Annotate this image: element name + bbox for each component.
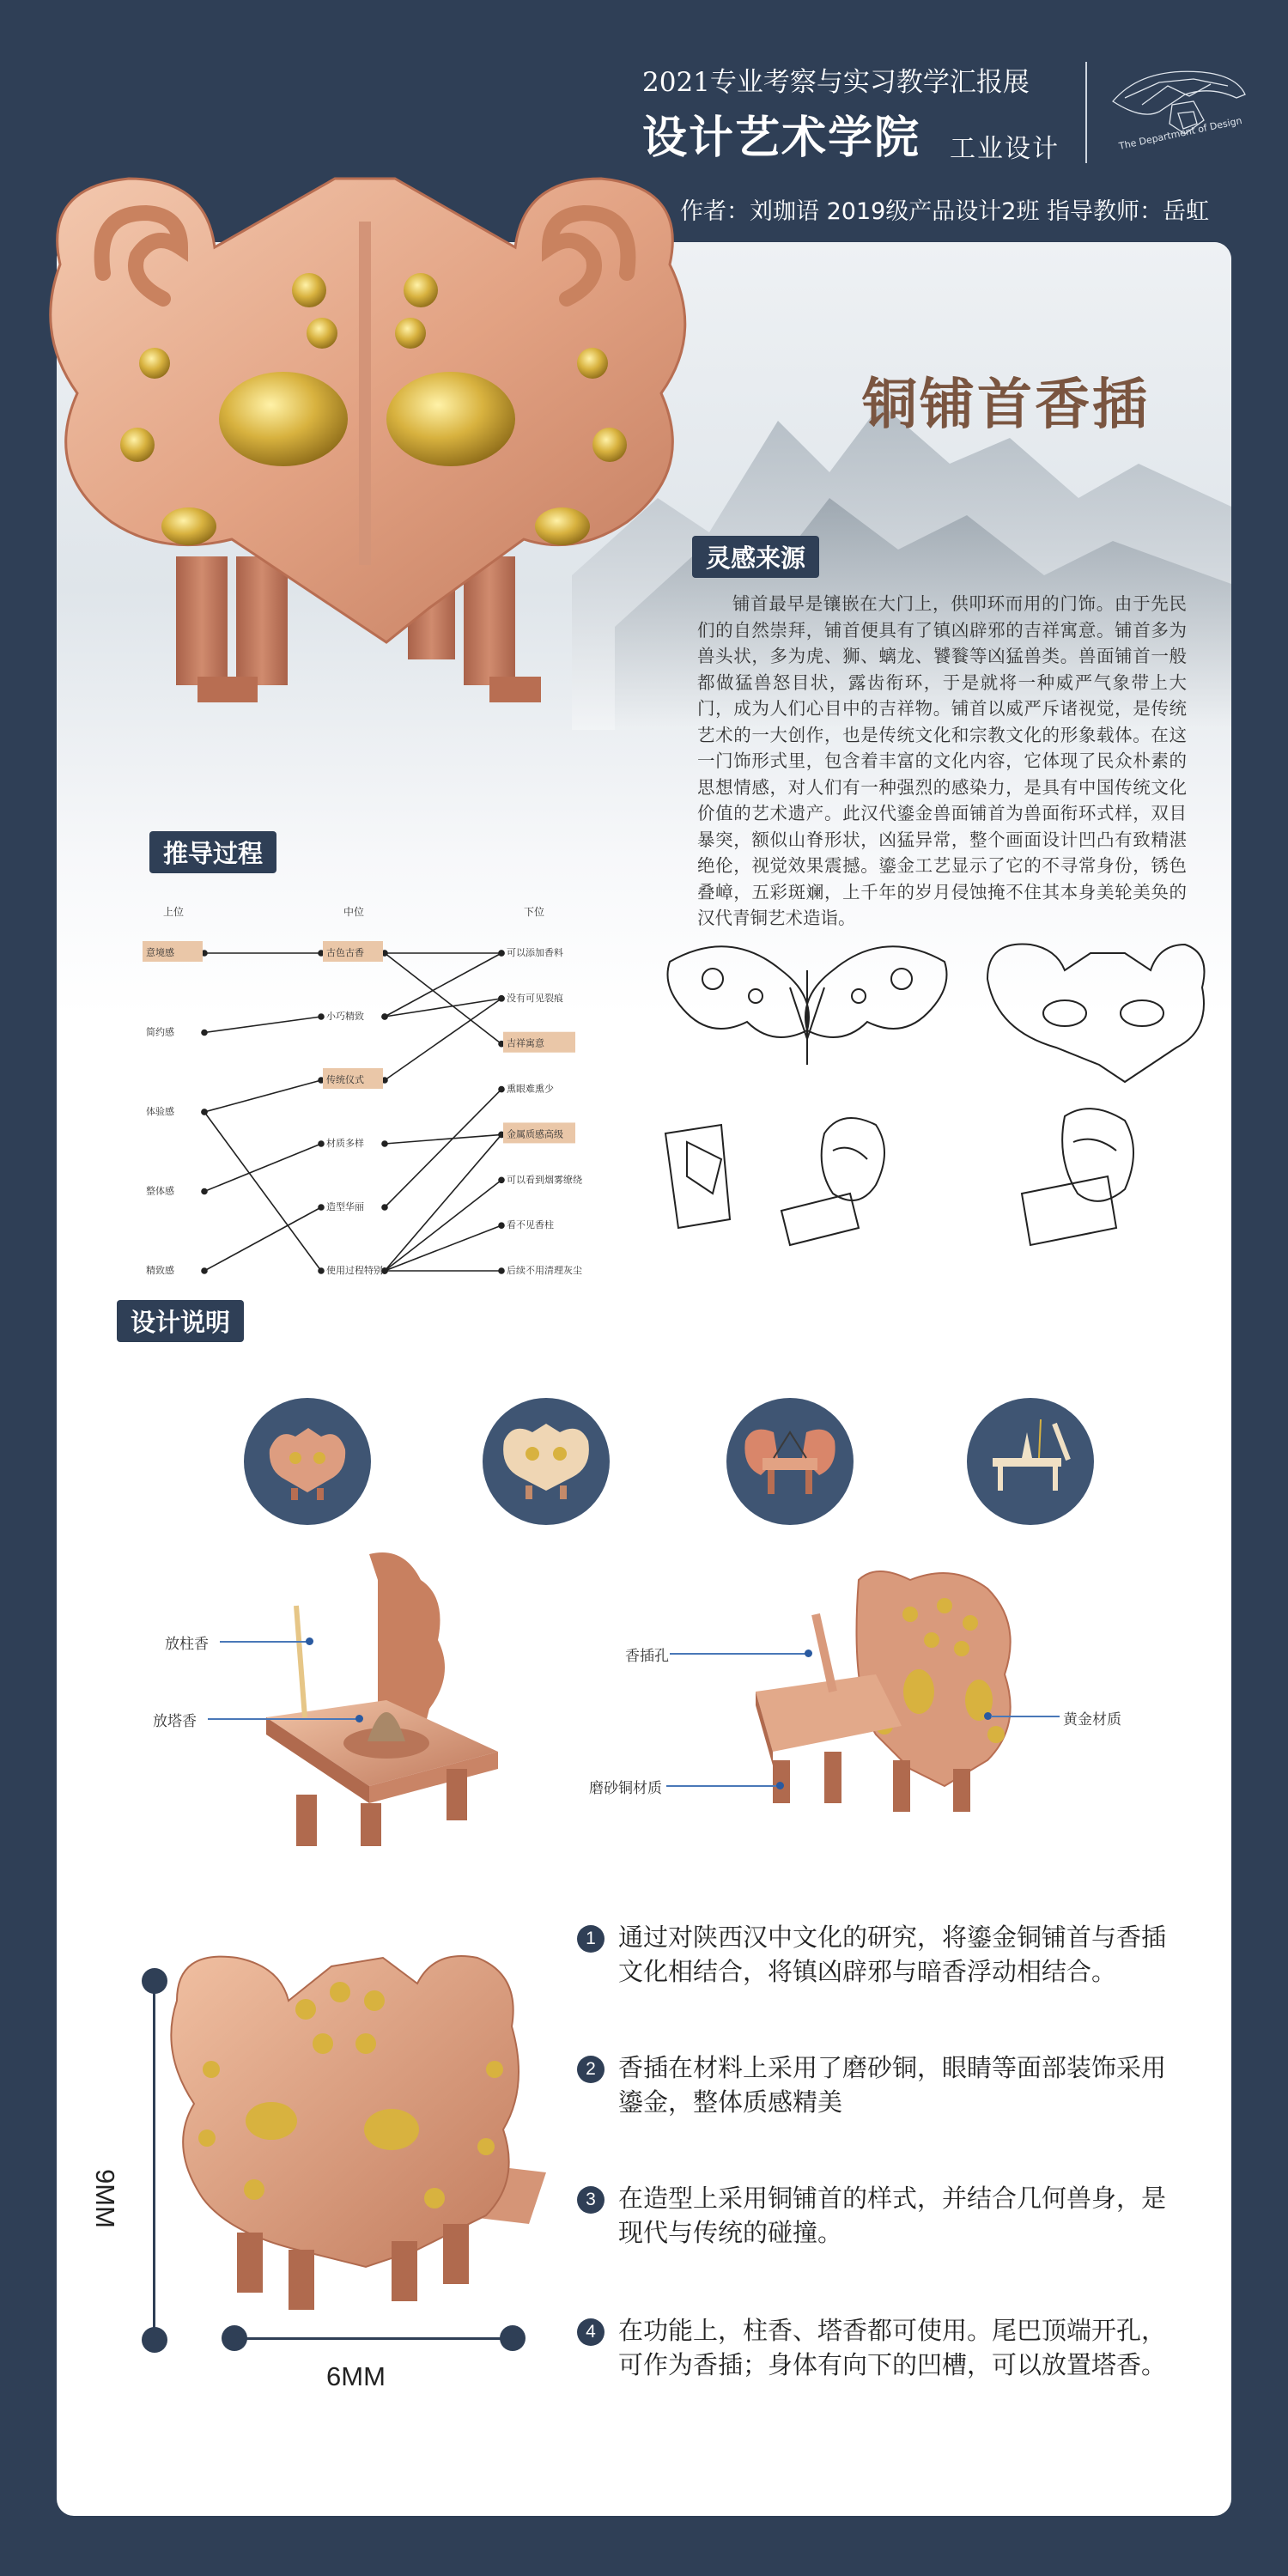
width-dimension-label: 6MM — [326, 2361, 386, 2391]
derivation-link-dot — [319, 1141, 324, 1146]
svg-text:精致感: 精致感 — [146, 1265, 174, 1276]
inspiration-text: 铺首最早是镶嵌在大门上，供叩环而用的门饰。由于先民们的自然崇拜，铺首便具有了镇凶辟邪的吉祥寓意。铺首多为兽头状，多为虎、狮、螭龙、饕餮等凶猛兽类。兽面铺首一般都做猛兽怒目状，露齿衔环，于是就将一种威严气象带上大门，成为人们心目中的吉祥物。铺首以威严斥诸视觉，是传统艺术的一大创作，也是传统文化和宗教文化的形象载体。在这一门饰形式里，包含着丰富的文化内容，它体现了民众朴素的思想情感，对人们有一种强烈的感染力，是具有中国传统文化价值的艺术遗产。此汉代鎏金兽面铺首为兽面衔环式样，双目暴突，额似山脊形状，凶猛异常，整个画面设计凹凸有致精湛绝伦，视觉效果震撼。鎏金工艺显示了它的不寻常身份，锈色叠嶂，五彩斑斓，上千年的岁月侵蚀掩不住其本身美轮美奂的汉代青铜艺术造诣。 — [697, 593, 1187, 928]
derivation-link-dot — [499, 996, 504, 1001]
derivation-node — [326, 1010, 364, 1022]
svg-text:简约感: 简约感 — [146, 1026, 174, 1038]
svg-text:吉祥寓意: 吉祥寓意 — [507, 1037, 544, 1049]
derivation-node — [146, 1026, 174, 1038]
svg-text:材质多样: 材质多样 — [326, 1138, 364, 1149]
derivation-node — [507, 1173, 582, 1185]
callout-dot — [306, 1637, 313, 1645]
callout-dot — [805, 1649, 812, 1657]
derivation-link-dot — [202, 1268, 207, 1273]
point-number-3: 3 — [577, 2186, 605, 2214]
callout-dot — [355, 1715, 363, 1722]
svg-text:可以添加香料: 可以添加香料 — [507, 947, 563, 958]
derivation-link-dot — [382, 1205, 387, 1210]
derivation-node — [507, 1218, 554, 1230]
derivation-link — [204, 1017, 321, 1033]
design-point-1: 通过对陕西汉中文化的研究，将鎏金铜铺首与香插文化相结合，将镇凶辟邪与暗香浮动相结合。 — [618, 1923, 1167, 1986]
derivation-node — [507, 1264, 582, 1276]
school-name: 设计艺术学院 — [642, 112, 921, 164]
dimension-product-render — [160, 1941, 563, 2318]
derivation-node — [146, 1185, 174, 1197]
design-heading: 设计说明 — [117, 1300, 244, 1342]
derivation-link — [385, 1134, 501, 1144]
svg-text:可以看到烟雾缭绕: 可以看到烟雾缭绕 — [507, 1174, 582, 1186]
derivation-node — [146, 1264, 174, 1276]
derivation-link-dot — [202, 1189, 207, 1194]
derivation-node — [143, 941, 203, 962]
callout-line — [208, 1718, 359, 1720]
svg-text:使用过程特别: 使用过程特别 — [326, 1265, 383, 1276]
sketch-drawings — [661, 936, 1211, 1297]
callout-incense-hole: 香插孔 — [625, 1648, 669, 1665]
incense-base-render — [249, 1546, 532, 1872]
svg-text:整体感: 整体感 — [146, 1185, 174, 1197]
inspiration-heading: 灵感来源 — [692, 536, 819, 578]
derivation-link — [385, 1180, 501, 1271]
point-number-1: 1 — [577, 1925, 605, 1953]
svg-text:古色古香: 古色古香 — [326, 947, 364, 958]
exhibition-title: 2021专业考察与实习教学汇报展 — [642, 67, 1030, 98]
svg-text:传统仪式: 传统仪式 — [326, 1074, 364, 1085]
point-number-2: 2 — [577, 2056, 605, 2083]
svg-text:金属质感高级: 金属质感高级 — [507, 1128, 563, 1140]
callout-line — [220, 1641, 309, 1643]
derivation-node — [326, 1264, 383, 1276]
derivation-link — [385, 1090, 501, 1207]
derivation-link — [385, 1134, 501, 1271]
svg-text:没有可见裂痕: 没有可见裂痕 — [507, 992, 563, 1004]
derivation-node — [507, 992, 563, 1004]
dimension-endpoint — [500, 2325, 526, 2351]
design-point-3: 在造型上采用铜铺首的样式，并结合几何兽身，是现代与传统的碰撞。 — [618, 2184, 1167, 2247]
derivation-link — [204, 1207, 321, 1271]
derivation-link — [204, 1112, 321, 1271]
incense-holder-render — [738, 1563, 1048, 1838]
svg-text:造型华丽: 造型华丽 — [326, 1201, 364, 1212]
height-dimension-line — [153, 1980, 155, 2341]
callout-line — [670, 1653, 807, 1655]
width-dimension-line — [234, 2337, 512, 2340]
dimension-endpoint — [222, 2325, 247, 2351]
derivation-node — [326, 1137, 364, 1149]
svg-text:看不见香柱: 看不见香柱 — [507, 1219, 554, 1231]
view-thumbnails — [244, 1398, 1103, 1525]
derivation-link-dot — [319, 1268, 324, 1273]
derivation-node — [503, 1122, 575, 1143]
derivation-link — [204, 1080, 321, 1112]
derivation-diagram — [120, 893, 601, 1288]
derivation-node — [326, 1200, 364, 1212]
derivation-link — [204, 1144, 321, 1192]
derivation-heading: 推导过程 — [149, 831, 276, 873]
callout-matte-copper: 磨砂铜材质 — [589, 1780, 662, 1797]
callout-cone-incense: 放塔香 — [153, 1713, 197, 1730]
hero-product-render — [26, 161, 738, 720]
point-number-4: 4 — [577, 2318, 605, 2346]
svg-text:熏眼难熏少: 熏眼难熏少 — [507, 1083, 554, 1095]
derivation-node — [323, 941, 383, 962]
major-name: 工业设计 — [950, 134, 1060, 164]
derivation-link — [385, 999, 501, 1080]
design-point-4: 在功能上，柱香、塔香都可使用。尾巴顶端开孔，可作为香插；身体有向下的凹槽，可以放置塔香。 — [618, 2316, 1167, 2379]
derivation-link-dot — [202, 1030, 207, 1036]
derivation-link — [385, 953, 501, 1044]
derivation-link-dot — [499, 951, 504, 956]
svg-text:体验感: 体验感 — [146, 1106, 174, 1117]
derivation-link-dot — [499, 1268, 504, 1273]
derivation-link-dot — [202, 1109, 207, 1115]
callout-line — [666, 1785, 780, 1787]
derivation-link-dot — [319, 1014, 324, 1019]
callout-pillar-incense: 放柱香 — [165, 1636, 209, 1653]
callout-gold-material: 黄金材质 — [1063, 1711, 1121, 1728]
derivation-link-dot — [382, 1014, 387, 1019]
derivation-link-dot — [499, 1087, 504, 1092]
design-point-2: 香插在材料上采用了磨砂铜，眼睛等面部装饰采用鎏金，整体质感精美 — [618, 2053, 1167, 2117]
svg-text:后续不用清理灰尘: 后续不用清理灰尘 — [507, 1265, 582, 1276]
derivation-column-header: 下位 — [524, 906, 545, 918]
header-divider — [1085, 62, 1087, 163]
derivation-link-dot — [499, 1177, 504, 1182]
callout-dot — [776, 1782, 784, 1789]
product-title: 铜铺首香插 — [862, 373, 1150, 437]
dimension-endpoint — [142, 1968, 167, 1994]
derivation-column-header: 上位 — [163, 906, 185, 918]
author-byline: 作者：刘珈语 2019级产品设计2班 指导教师：岳虹 — [680, 198, 1210, 225]
height-dimension-label: 9MM — [90, 2169, 120, 2228]
derivation-link-dot — [319, 1205, 324, 1210]
derivation-node — [507, 1083, 554, 1095]
svg-text:意境感: 意境感 — [146, 947, 174, 958]
derivation-node — [507, 946, 563, 958]
derivation-node — [503, 1032, 575, 1053]
derivation-node — [146, 1105, 174, 1117]
derivation-link-dot — [499, 1223, 504, 1228]
derivation-column-header: 中位 — [343, 906, 365, 918]
dimension-endpoint — [142, 2327, 167, 2353]
derivation-link-dot — [382, 1141, 387, 1146]
svg-text:小巧精致: 小巧精致 — [326, 1011, 364, 1022]
logo-text: The Department of Design — [1117, 114, 1243, 152]
derivation-link — [385, 1225, 501, 1271]
department-logo — [1108, 60, 1249, 155]
callout-line — [991, 1716, 1060, 1717]
derivation-node — [323, 1068, 383, 1089]
